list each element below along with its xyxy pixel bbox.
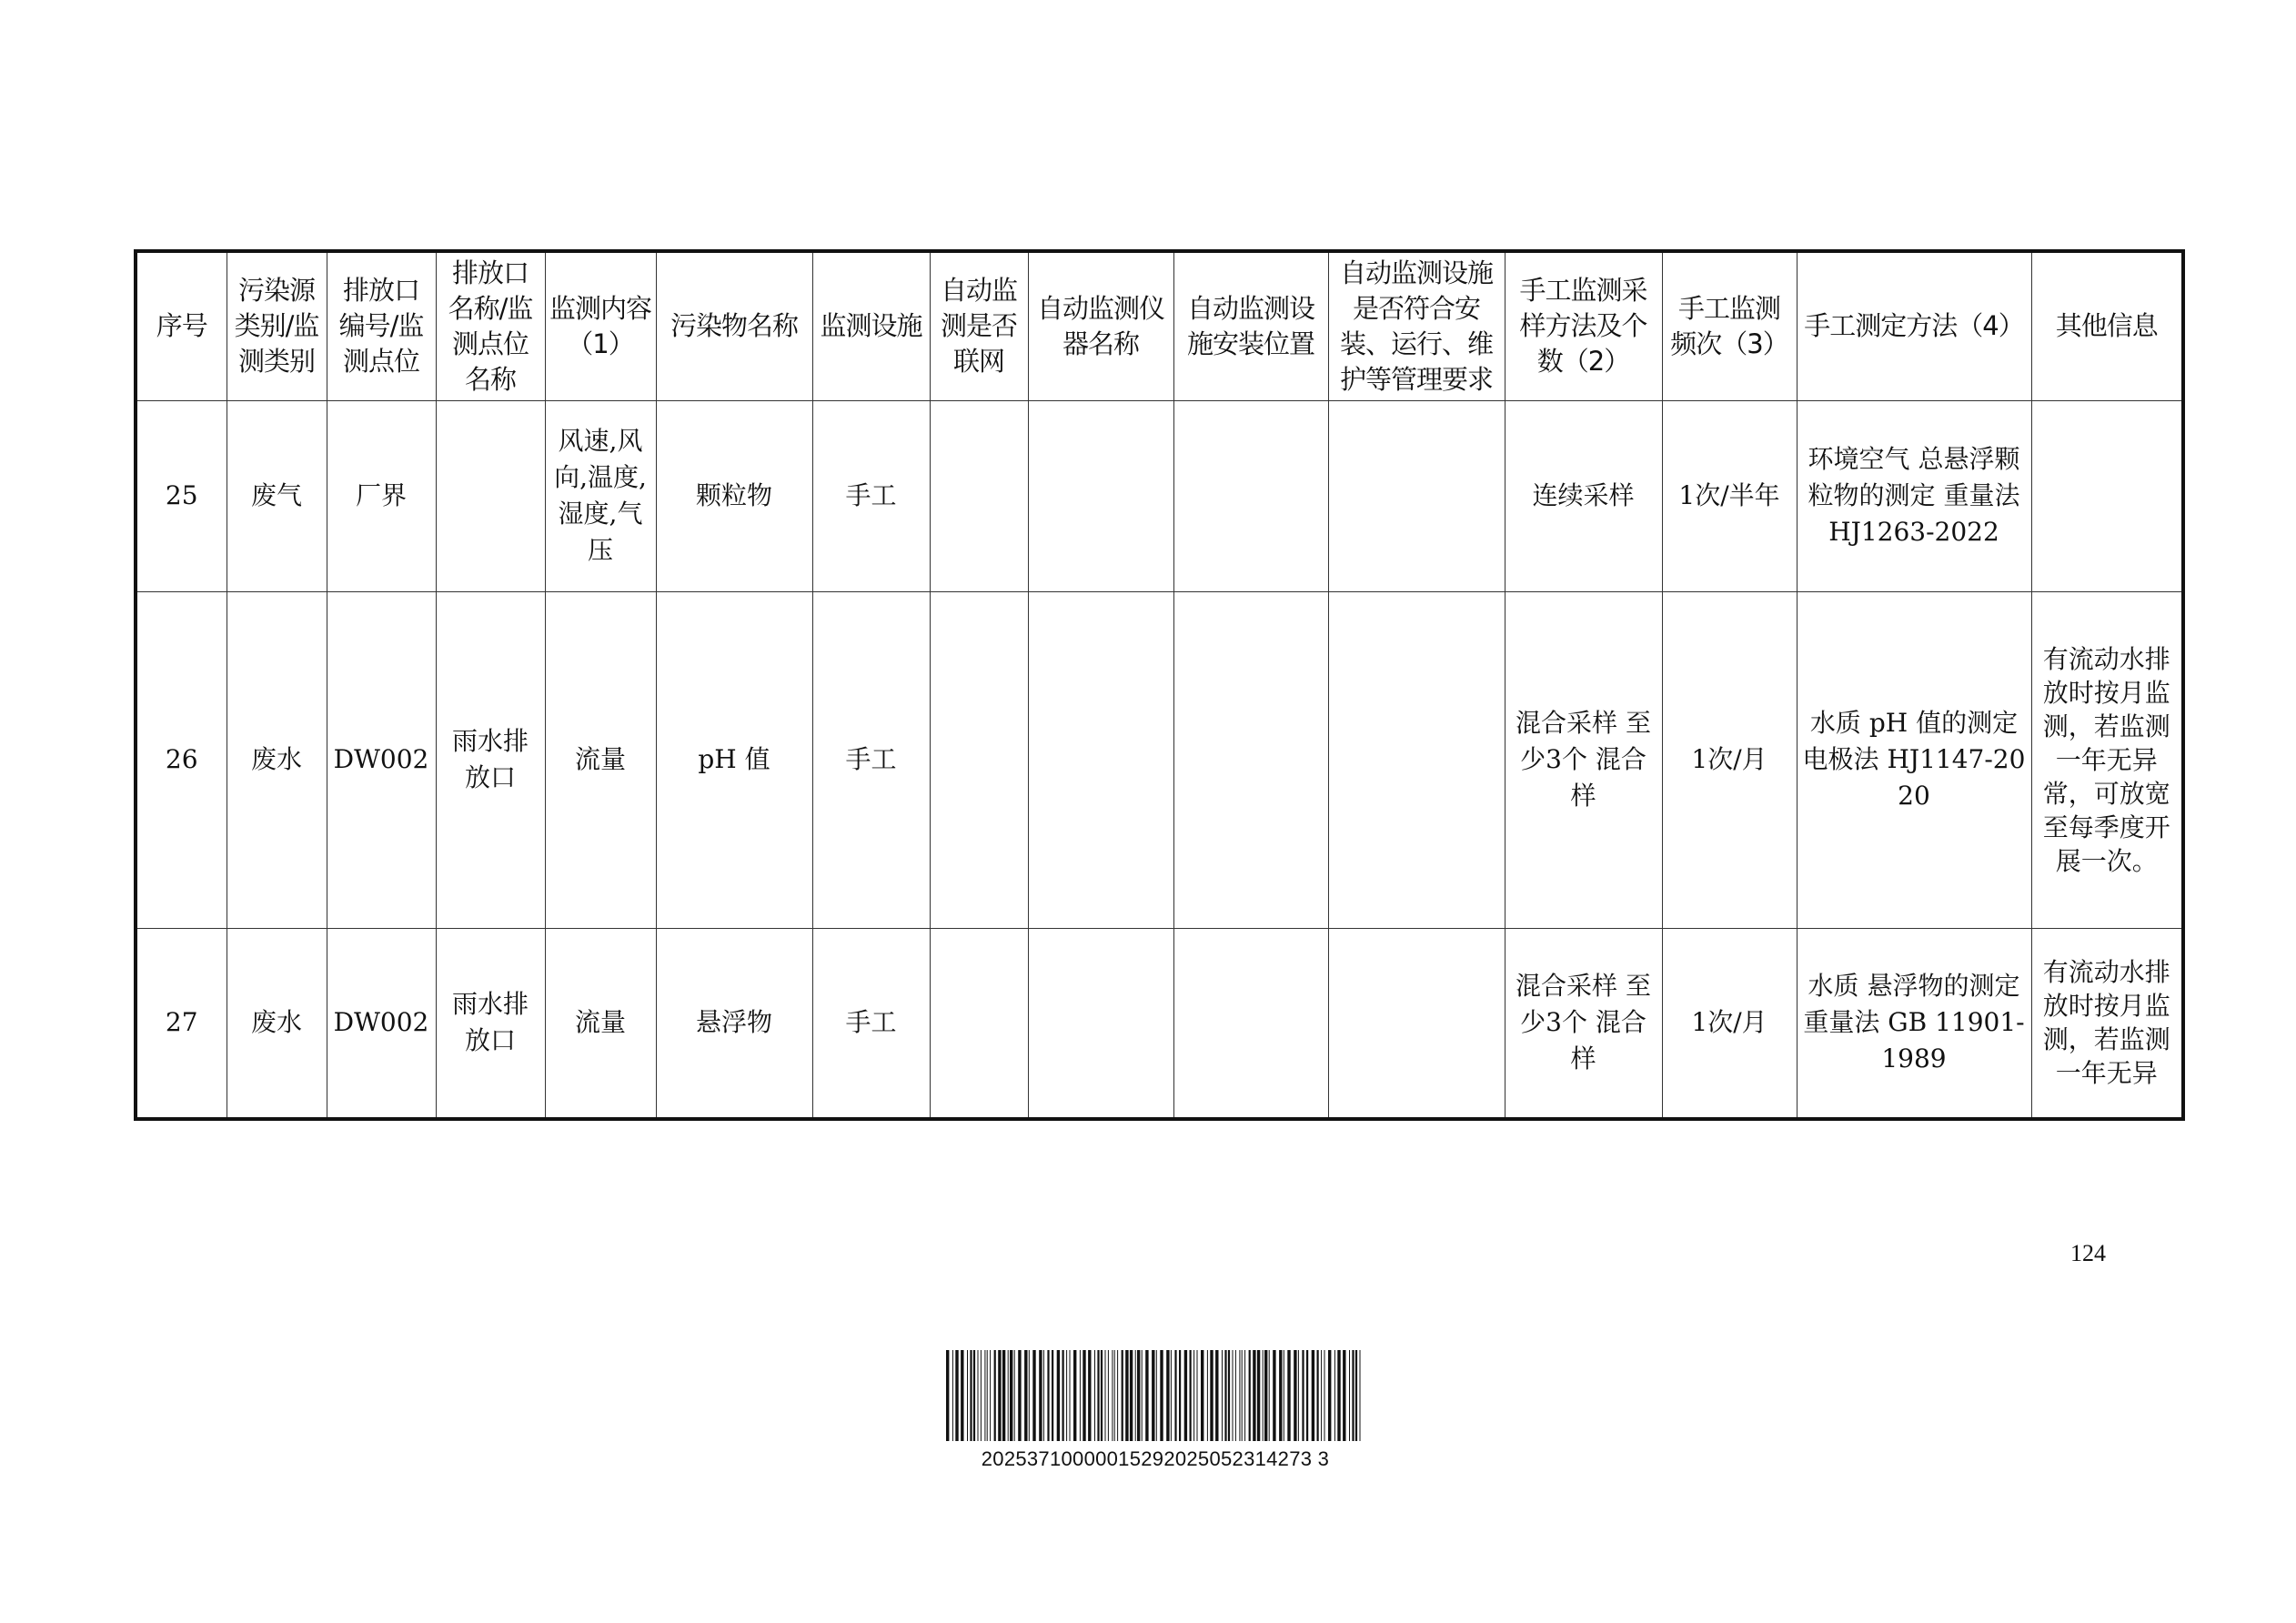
table-cell: DW002 xyxy=(327,928,436,1119)
barcode-bar xyxy=(1032,1350,1035,1441)
barcode-bar xyxy=(1160,1350,1163,1441)
table-cell: 25 xyxy=(136,400,227,591)
barcode-number: 20253710000015292025052314273 3 xyxy=(981,1447,1330,1470)
barcode-bar xyxy=(967,1350,968,1441)
barcode-bar xyxy=(1257,1350,1260,1441)
barcode-bar xyxy=(1193,1350,1194,1441)
barcode-bar xyxy=(1114,1350,1115,1441)
barcode-bar xyxy=(1080,1350,1081,1441)
barcode-bar xyxy=(1360,1350,1361,1441)
barcode-bar xyxy=(994,1350,996,1441)
barcode-bar xyxy=(1207,1350,1208,1441)
table-cell xyxy=(2031,400,2183,591)
header-cell-pollutant: 污染物名称 xyxy=(656,251,812,400)
table-cell: 水质 pH 值的测定 电极法 HJ1147-2020 xyxy=(1797,591,2031,928)
barcode-bar xyxy=(1174,1350,1176,1441)
header-cell-compliance: 自动监测设施是否符合安装、运行、维护等管理要求 xyxy=(1328,251,1505,400)
table-row xyxy=(136,591,2183,928)
barcode-bar xyxy=(1024,1350,1027,1441)
barcode-bar xyxy=(1228,1350,1230,1441)
barcode-bar xyxy=(1324,1350,1325,1441)
barcode-bar xyxy=(1253,1350,1255,1441)
table-cell: 有流动水排放时按月监测，若监测一年无异 xyxy=(2031,928,2183,1119)
barcode-bar xyxy=(1073,1350,1076,1441)
barcode-bar xyxy=(1298,1350,1299,1441)
table-cell xyxy=(1173,400,1328,591)
barcode-bar xyxy=(1184,1350,1187,1441)
barcode-bar xyxy=(1321,1350,1322,1441)
barcode-bar xyxy=(1306,1350,1308,1441)
table-header-row xyxy=(136,251,2183,400)
barcode-bar xyxy=(961,1350,963,1441)
barcode-bar xyxy=(1010,1350,1012,1441)
barcode-bar xyxy=(1152,1350,1154,1441)
header-cell-outlet-code: 排放口编号/监测点位 xyxy=(327,251,436,400)
barcode-bar xyxy=(1117,1350,1118,1441)
table-cell: 1次/月 xyxy=(1662,591,1797,928)
table-cell: 厂界 xyxy=(327,400,436,591)
table-cell: 水质 悬浮物的测定 重量法 GB 11901-1989 xyxy=(1797,928,2031,1119)
header-cell-index: 序号 xyxy=(136,251,227,400)
table-cell: 1次/月 xyxy=(1662,928,1797,1119)
table-cell: 有流动水排放时按月监测，若监测一年无异常，可放宽至每季度开展一次。 xyxy=(2031,591,2183,928)
barcode-bar xyxy=(1043,1350,1044,1441)
table-cell: 环境空气 总悬浮颗粒物的测定 重量法 HJ1263-2022 xyxy=(1797,400,2031,591)
header-cell-facility: 监测设施 xyxy=(812,251,930,400)
table-cell xyxy=(436,400,545,591)
barcode-bar xyxy=(987,1350,988,1441)
table-cell xyxy=(1173,928,1328,1119)
barcode-bar xyxy=(973,1350,975,1441)
barcode-bar xyxy=(970,1350,972,1441)
barcode-bar xyxy=(1352,1350,1354,1441)
barcode-bar xyxy=(1190,1350,1192,1441)
barcode-bar xyxy=(1094,1350,1095,1441)
header-cell-sampling-method: 手工监测采样方法及个数（2） xyxy=(1505,251,1662,400)
barcode-bar xyxy=(1105,1350,1106,1441)
barcode-bar xyxy=(1002,1350,1005,1441)
barcode-bar xyxy=(1264,1350,1267,1441)
barcode-bar xyxy=(1112,1350,1113,1441)
barcode-bar xyxy=(1233,1350,1234,1441)
barcode-bar xyxy=(1122,1350,1123,1441)
table-cell: 连续采样 xyxy=(1505,400,1662,591)
barcode-bar xyxy=(1197,1350,1198,1441)
table-cell: 悬浮物 xyxy=(656,928,812,1119)
barcode-bar xyxy=(1166,1350,1169,1441)
barcode-bar xyxy=(1142,1350,1143,1441)
table-row xyxy=(136,928,2183,1119)
table-cell: 废气 xyxy=(227,400,327,591)
barcode-bar xyxy=(1235,1350,1236,1441)
barcode-image xyxy=(946,1350,1365,1441)
barcode-bar xyxy=(1125,1350,1128,1441)
barcode-bar xyxy=(1101,1350,1103,1441)
barcode-bar xyxy=(1215,1350,1218,1441)
barcode-bar xyxy=(1039,1350,1042,1441)
barcode-bar xyxy=(1294,1350,1296,1441)
barcode-bar xyxy=(1014,1350,1015,1441)
barcode-bar xyxy=(1239,1350,1240,1441)
header-cell-networked: 自动监测是否联网 xyxy=(930,251,1028,400)
table-cell xyxy=(930,400,1028,591)
barcode-bar xyxy=(1312,1350,1314,1441)
table-cell xyxy=(1328,928,1505,1119)
table-cell: 手工 xyxy=(812,591,930,928)
barcode-bar xyxy=(1337,1350,1340,1441)
table-cell: 27 xyxy=(136,928,227,1119)
table-cell: 颗粒物 xyxy=(656,400,812,591)
barcode-bar xyxy=(1135,1350,1136,1441)
barcode-bar xyxy=(1279,1350,1282,1441)
table-cell: 1次/半年 xyxy=(1662,400,1797,591)
table-cell xyxy=(1328,591,1505,928)
barcode-bar xyxy=(1137,1350,1140,1441)
barcode-bar xyxy=(955,1350,958,1441)
barcode-bar xyxy=(1302,1350,1304,1441)
barcode-bar xyxy=(990,1350,991,1441)
table-cell: 流量 xyxy=(545,591,656,928)
barcode-bar xyxy=(1317,1350,1319,1441)
header-cell-source-category: 污染源类别/监测类别 xyxy=(227,251,327,400)
barcode-bar xyxy=(1029,1350,1030,1441)
barcode-bar xyxy=(1179,1350,1181,1441)
barcode-bar xyxy=(981,1350,982,1441)
barcode-bar xyxy=(1349,1350,1350,1441)
table-cell xyxy=(1173,591,1328,928)
barcode-bar xyxy=(978,1350,979,1441)
table-cell xyxy=(1328,400,1505,591)
barcode-bar xyxy=(998,1350,1001,1441)
barcode-bar xyxy=(1018,1350,1021,1441)
barcode-bar xyxy=(1171,1350,1172,1441)
table-cell: 废水 xyxy=(227,591,327,928)
table-cell: 26 xyxy=(136,591,227,928)
barcode-bar xyxy=(1057,1350,1060,1441)
barcode-bar xyxy=(1070,1350,1071,1441)
table-cell: 风速,风向,温度,湿度,气压 xyxy=(545,400,656,591)
barcode-bar xyxy=(1242,1350,1243,1441)
barcode-bar xyxy=(1097,1350,1099,1441)
barcode-bar xyxy=(1244,1350,1245,1441)
barcode-bar xyxy=(1269,1350,1270,1441)
barcode-bar xyxy=(952,1350,953,1441)
barcode-bar xyxy=(1047,1350,1049,1441)
header-cell-instrument: 自动监测仪器名称 xyxy=(1028,251,1173,400)
table-cell: 混合采样 至少3个 混合样 xyxy=(1505,928,1662,1119)
barcode-bar xyxy=(946,1350,949,1441)
table-cell: 废水 xyxy=(227,928,327,1119)
barcode-bar xyxy=(1088,1350,1091,1441)
table-cell xyxy=(1028,928,1173,1119)
barcode-bar xyxy=(984,1350,985,1441)
table-cell xyxy=(930,928,1028,1119)
barcode-bar xyxy=(1130,1350,1133,1441)
table-cell xyxy=(930,591,1028,928)
table-cell: 手工 xyxy=(812,928,930,1119)
header-cell-monitoring-content: 监测内容（1） xyxy=(545,251,656,400)
barcode-bar xyxy=(1355,1350,1357,1441)
barcode-bar xyxy=(1224,1350,1226,1441)
header-cell-frequency: 手工监测频次（3） xyxy=(1662,251,1797,400)
barcode-bar xyxy=(1156,1350,1157,1441)
header-cell-outlet-name: 排放口名称/监测点位名称 xyxy=(436,251,545,400)
header-cell-install-location: 自动监测设施安装位置 xyxy=(1173,251,1328,400)
table-cell: 雨水排放口 xyxy=(436,928,545,1119)
barcode-bar xyxy=(1210,1350,1213,1441)
barcode-bar xyxy=(1263,1350,1264,1441)
barcode-bar xyxy=(1201,1350,1203,1441)
table-cell: 混合采样 至少3个 混合样 xyxy=(1505,591,1662,928)
barcode-bar xyxy=(1108,1350,1109,1441)
table-cell xyxy=(1028,591,1173,928)
barcode-bar xyxy=(1328,1350,1331,1441)
barcode-bar xyxy=(1249,1350,1251,1441)
page-number: 124 xyxy=(2070,1240,2106,1266)
barcode-bar xyxy=(1334,1350,1335,1441)
table-cell: pH 值 xyxy=(656,591,812,928)
barcode-bar xyxy=(1343,1350,1345,1441)
monitoring-table xyxy=(134,249,2185,1121)
barcode-bar xyxy=(1273,1350,1275,1441)
barcode-bar xyxy=(1222,1350,1223,1441)
table-cell: 雨水排放口 xyxy=(436,591,545,928)
barcode-bar xyxy=(1066,1350,1067,1441)
table-row xyxy=(136,400,2183,591)
header-cell-method: 手工测定方法（4） xyxy=(1797,251,2031,400)
barcode-bar xyxy=(1145,1350,1148,1441)
barcode-bar xyxy=(1052,1350,1053,1441)
barcode-bar xyxy=(1062,1350,1064,1441)
table-cell xyxy=(1028,400,1173,591)
header-cell-other-info: 其他信息 xyxy=(2031,251,2183,400)
table-cell: DW002 xyxy=(327,591,436,928)
barcode-bar xyxy=(1008,1350,1009,1441)
barcode-bar xyxy=(1083,1350,1085,1441)
table-cell: 手工 xyxy=(812,400,930,591)
barcode-bar xyxy=(1287,1350,1290,1441)
table-cell: 流量 xyxy=(545,928,656,1119)
